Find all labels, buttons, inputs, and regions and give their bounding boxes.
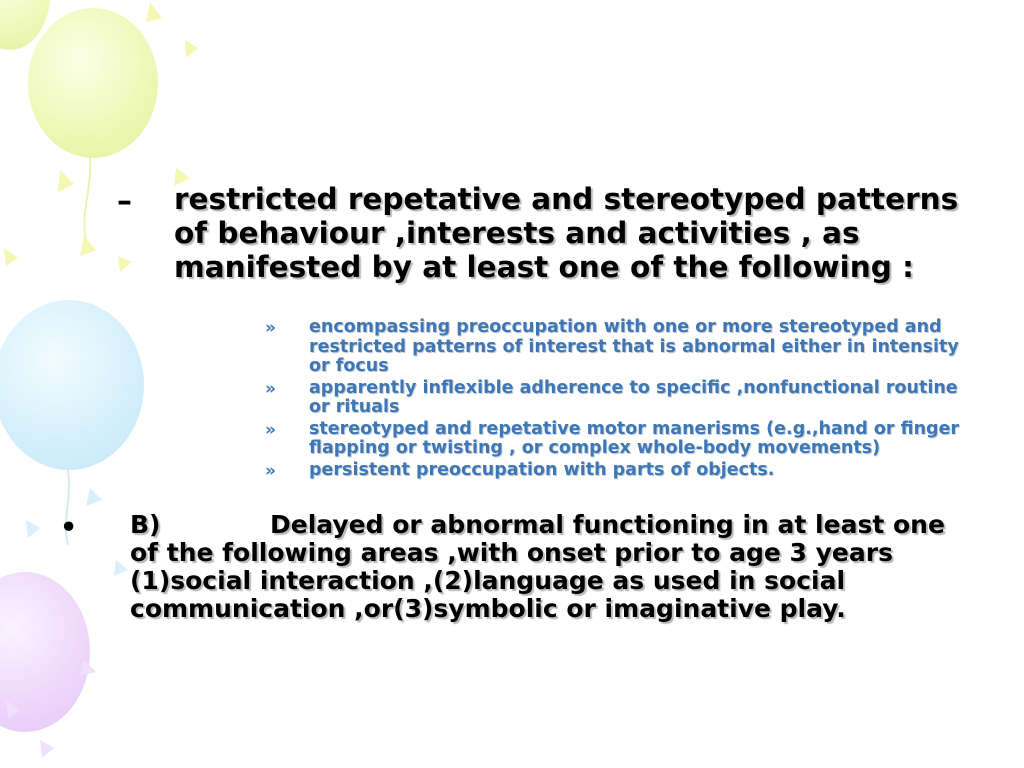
sub-item-text: persistent preoccupation with parts of objects. [309,459,775,480]
list-item [265,461,965,481]
sub-marker: » [265,318,276,338]
bullet-body: Delayed or abnormal functioning in at least one of the following areas ,with onset prior to age 3 years (1)social interaction ,(2)language as used in social communication ,or(3)symbolic or imaginative play. [130,510,945,623]
dash-marker: – [117,184,132,219]
sub-marker: » [265,378,276,399]
main-bullet-text [130,511,980,623]
level1-text: restricted repetative and stereotyped patterns of behaviour ,interests and activities , as manifested by at least one of the following : [174,182,959,284]
sub-marker: » [265,419,276,440]
bullet-label: B) [130,510,161,539]
list-item [265,318,965,377]
sub-bullet-list [265,318,965,482]
sub-marker: » [265,460,276,481]
bullet-marker: • [60,512,78,543]
list-item [265,379,965,418]
sub-item-text: stereotyped and repetative motor manerisms (e.g.,hand or finger flapping or twisting , or complex whole-body movements) [309,418,960,458]
sub-item-text: encompassing preoccupation with one or more stereotyped and restricted patterns of interest that is abnormal either in intensity or focus [309,317,959,376]
list-item [265,420,965,459]
sub-item-text: apparently inflexible adherence to specific ,nonfunctional routine or rituals [309,377,958,417]
